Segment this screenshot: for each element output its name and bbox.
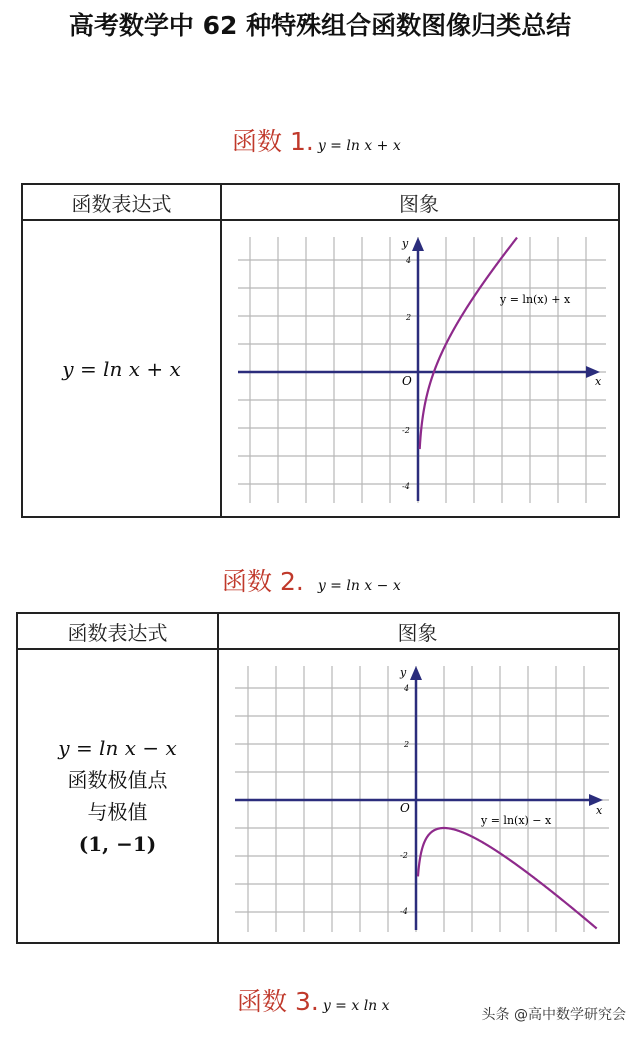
function-1-table [21, 183, 620, 518]
expression-line: 函数极值点 [67, 768, 168, 792]
expression-line: y = ln x − x [58, 736, 177, 760]
function-1-formula: y = ln x + x [317, 138, 401, 154]
function-1-expression [23, 221, 220, 516]
y-tick-label: 4 [406, 256, 412, 265]
origin-label: O [402, 374, 412, 388]
expression-header: 函数表达式 [23, 185, 220, 221]
y-tick-label: -2 [402, 426, 410, 435]
expression-line: y = ln x + x [62, 356, 181, 381]
graph-grid [238, 237, 606, 503]
y-tick-label: -4 [400, 907, 408, 916]
function-3-heading [237, 982, 390, 1018]
origin-label: O [400, 801, 410, 815]
function-1-graph [222, 223, 618, 516]
expression-line: 与极值 [87, 800, 148, 824]
page-title: 高考数学中 62 种特殊组合函数图像归类总结 [68, 11, 572, 40]
function-2-table [16, 612, 620, 944]
y-axis-arrow [410, 666, 422, 680]
x-axis-label: x [595, 375, 602, 388]
curve-label: y = ln(x) − x [481, 814, 552, 827]
function-2-formula: y = ln x − x [317, 578, 401, 594]
function-2-title: 函数 2. [222, 567, 304, 596]
function-curve [418, 828, 597, 928]
graph-header: 图象 [220, 185, 618, 221]
function-1-heading [232, 122, 401, 158]
graph-header: 图象 [217, 614, 618, 650]
function-2-expression [18, 650, 217, 942]
expression-line: (1, −1) [78, 832, 157, 856]
y-tick-label: 2 [406, 313, 412, 322]
x-axis-label: x [596, 804, 603, 817]
expression-header: 函数表达式 [18, 614, 217, 650]
function-3-title: 函数 3. [237, 987, 319, 1016]
y-axis-label: y [402, 237, 409, 250]
function-2-graph [219, 652, 618, 942]
curve-label: y = ln(x) + x [500, 293, 571, 306]
function-3-formula: y = x ln x [322, 998, 390, 1014]
y-tick-label: 4 [404, 684, 410, 693]
y-tick-label: 2 [404, 740, 410, 749]
y-tick-label: -4 [402, 482, 410, 491]
function-1-title: 函数 1. [232, 127, 314, 156]
watermark: 头条 @高中数学研究会 [481, 1007, 626, 1023]
y-axis-label: y [400, 666, 407, 679]
function-2-heading [222, 562, 401, 598]
y-axis-arrow [412, 237, 424, 251]
y-tick-label: -2 [400, 851, 408, 860]
